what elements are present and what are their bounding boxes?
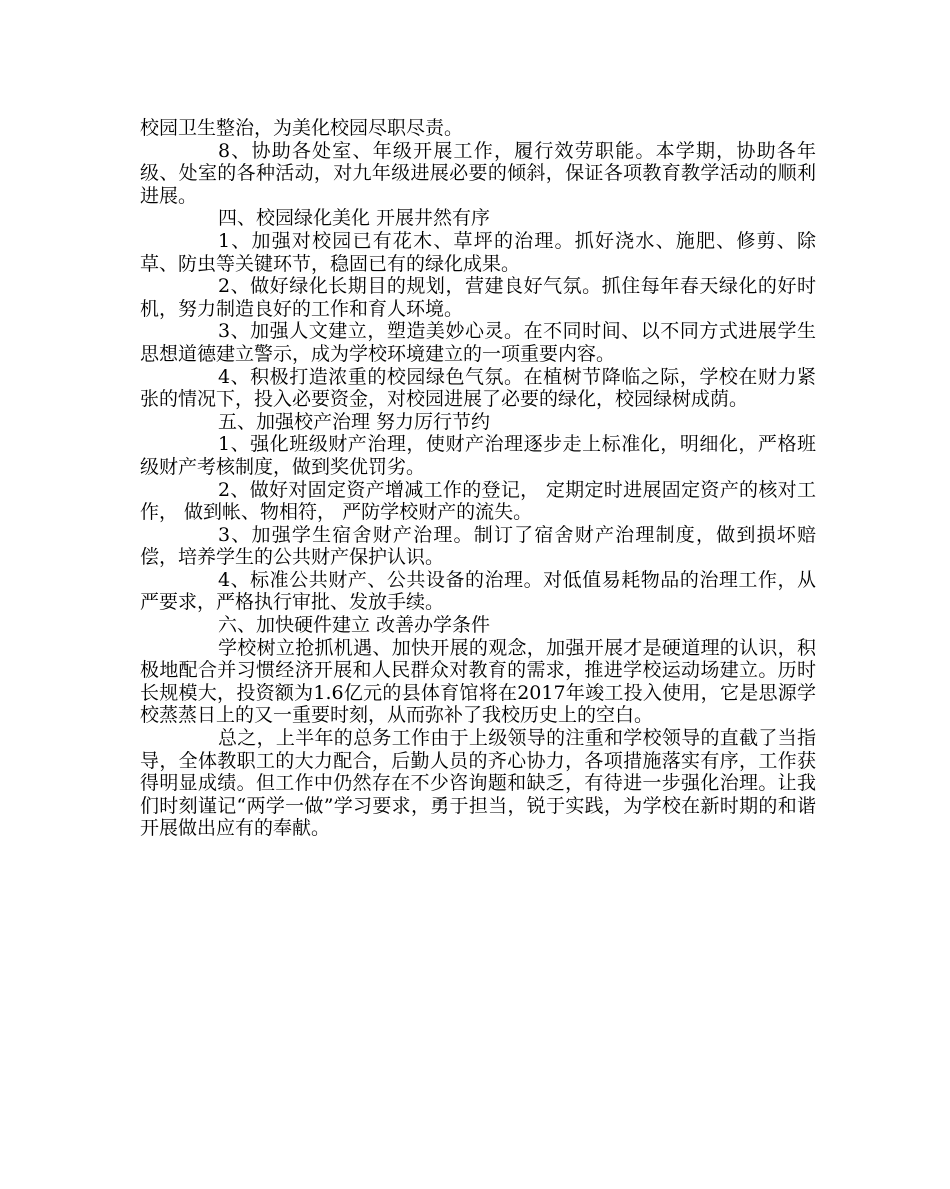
paragraph: 3、加强学生宿舍财产治理。制订了宿舍财产治理制度，做到损坏赔偿，培养学生的公共财产保护认识。 (140, 523, 816, 569)
section-heading: 四、校园绿化美化 开展井然有序 (218, 207, 491, 230)
paragraph: 2、做好对固定资产增减工作的登记， 定期定时进展固定资产的核对工作， 做到帐、物相符， 严防学校财产的流失。 (140, 478, 816, 524)
paragraph: 1、强化班级财产治理，使财产治理逐步走上标准化，明细化，严格班级财产考核制度，做到奖优罚劣。 (140, 433, 816, 478)
paragraph: 校园卫生整治，为美化校园尽职尽责。 (140, 117, 464, 139)
paragraph: 总之，上半年的总务工作由于上级领导的注重和学校领导的直截了当指导，全体教职工的大力配合，后勤人员的齐心协力，各项措施落实有序，工作获得明显成绩。但工作中仍然存在不少咨询题和缺乏，有待进一步强化治理。让我们时刻谨记“两学一做”学习要求，勇于担当，锐于实践，为学校在新时期的和谐开展做出应有的奉献。 (140, 727, 816, 840)
paragraph: 4、积极打造浓重的校园绿色气氛。在植树节降临之际，学校在财力紧张的情况下，投入必要资金，对校园进展了必要的绿化，校园绿树成荫。 (140, 365, 816, 411)
section-heading: 五、加强校产治理 努力厉行节约 (218, 410, 491, 433)
section-heading: 六、加快硬件建立 改善办学条件 (218, 614, 491, 637)
paragraph: 4、标准公共财产、公共设备的治理。对低值易耗物品的治理工作，从严要求，严格执行审批、发放手续。 (140, 568, 816, 614)
paragraph: 1、加强对校园已有花木、草坪的治理。抓好浇水、施肥、修剪、除草、防虫等关键环节，稳固已有的绿化成果。 (140, 229, 816, 275)
paragraph: 8、协助各处室、年级开展工作，履行效劳职能。本学期，协助各年级、处室的各种活动，对九年级进展必要的倾斜，保证各项教育教学活动的顺利进展。 (140, 139, 816, 207)
paragraph: 3、加强人文建立，塑造美妙心灵。在不同时间、以不同方式进展学生思想道德建立警示，成为学校环境建立的一项重要内容。 (140, 320, 816, 365)
paragraph: 2、做好绿化长期目的规划，营建良好气氛。抓住每年春天绿化的好时机，努力制造良好的工作和育人环境。 (140, 275, 816, 320)
paragraph: 学校树立抢抓机遇、加快开展的观念，加强开展才是硬道理的认识，积极地配合并习惯经济开展和人民群众对教育的需求，推进学校运动场建立。历时长规模大，投资额为1.6亿元的县体育馆将在2017年竣工投入使用，它是思源学校蒸蒸日上的又一重要时刻，从而弥补了我校历史上的空白。 (140, 636, 816, 727)
